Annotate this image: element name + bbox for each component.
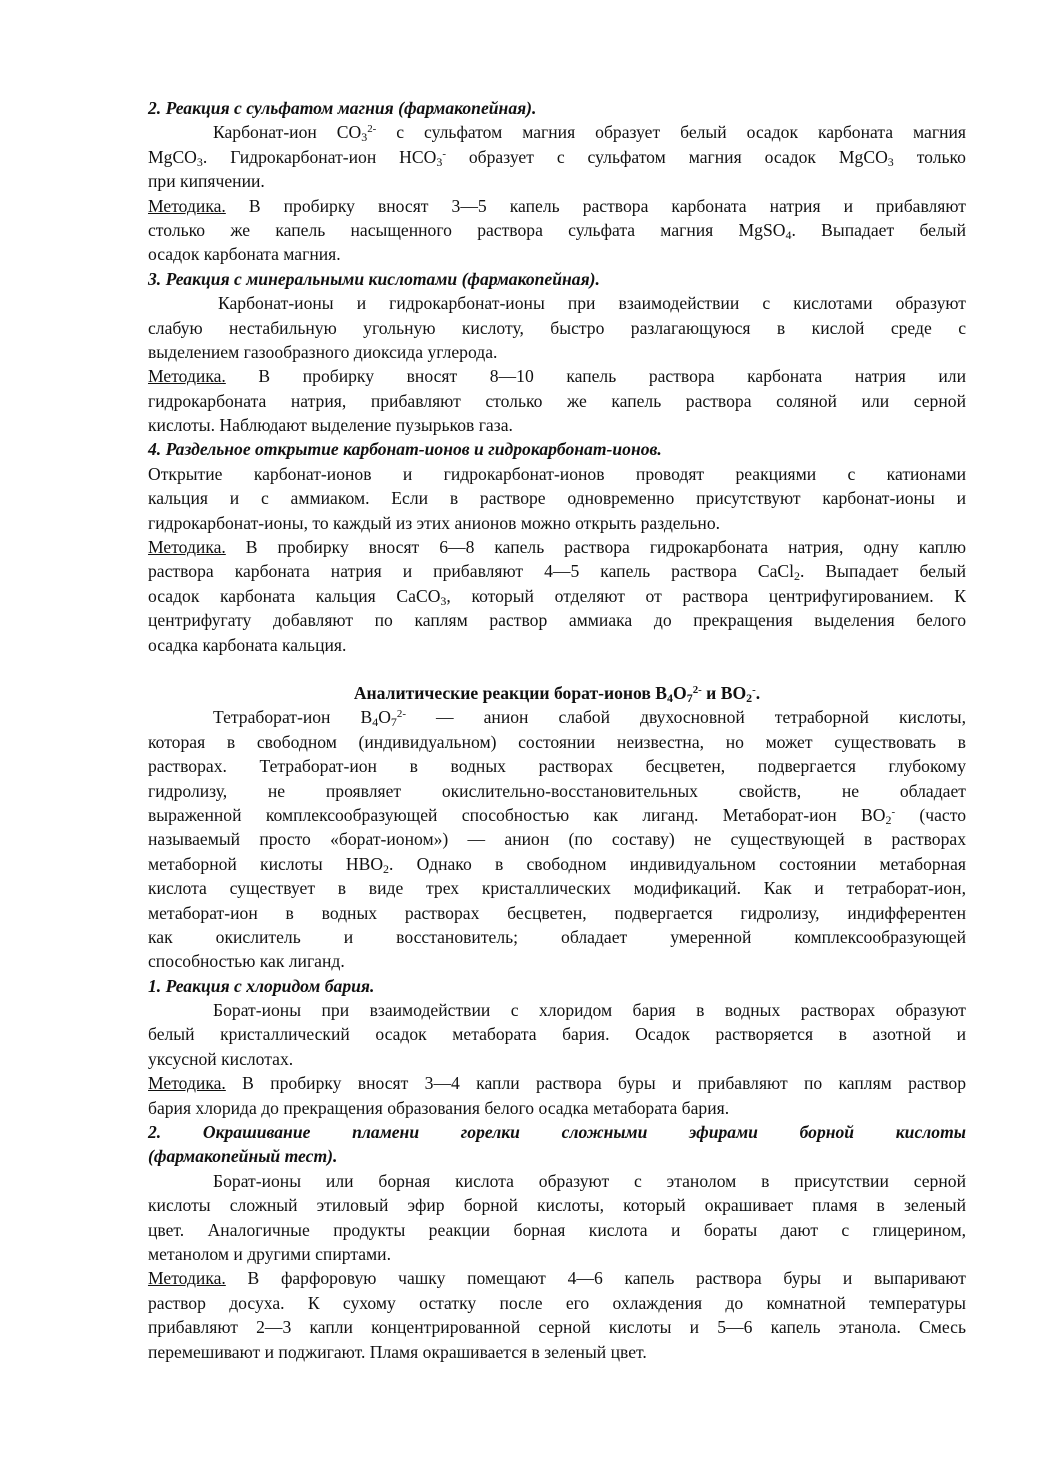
document-page	[148, 96, 966, 1364]
paragraph-line: как окислитель и восстановитель; обладает умеренной комплексообразующей	[148, 926, 966, 947]
method-line: перемешивают и поджигают. Пламя окрашивается в зеленый цвет.	[148, 1341, 647, 1362]
heading-flame-coloring: 2. Окрашивание пламени горелки сложными эфирами борной кислоты	[148, 1122, 966, 1143]
method-line: осадка карбоната кальция.	[148, 634, 347, 655]
method-line: осадок карбоната магния.	[148, 244, 341, 265]
heading-reaction-mineral-acids: 3. Реакция с минеральными кислотами (фармакопейная).	[148, 268, 600, 289]
method-line: бария хлорида до прекращения образования белого осадка метабората бария.	[148, 1097, 730, 1118]
method-line: раствор досуха. К сухому остатку после его охлаждения до комнатной температуры	[148, 1292, 966, 1313]
paragraph-line: уксусной кислотах.	[148, 1048, 294, 1069]
paragraph-line: которая в свободном (индивидуальном) состоянии неизвестна, но может существовать в	[148, 731, 966, 752]
paragraph-line: растворах. Тетраборат-ион в водных растворах бесцветен, подвергается глубокому	[148, 756, 966, 777]
heading-flame-coloring-cont: (фармакопейный тест).	[148, 1146, 338, 1167]
section-title-borate: Аналитические реакции борат-ионов $В_4О_7^{2-}$ и $ВО_2^-$.	[353, 682, 761, 705]
method-label: Методика.	[148, 195, 226, 216]
paragraph-line: Открытие карбонат-ионов и гидрокарбонат-ионов проводят реакциями с катионами	[148, 463, 966, 484]
method-line: Методика. В фарфоровую чашку помещают 4—6 капель раствора буры и выпаривают	[148, 1268, 966, 1289]
paragraph-line: гидрокарбонат-ионы, то каждый из этих анионов можно открыть раздельно.	[148, 512, 721, 533]
paragraph-line: метаборной кислоты $НВО_2$. Однако в свободном индивидуальном состоянии метаборная	[148, 853, 966, 876]
method-label: Методика.	[148, 1268, 226, 1289]
paragraph-line: метанолом и другими спиртами.	[148, 1243, 391, 1264]
paragraph-line: MgCO$_3$. Гидрокарбонат-ион $НСО_3^-$ образует с сульфатом магния осадок MgCO$_3$ только	[148, 146, 966, 169]
paragraph-line: гидролизу, не проявляет окислительно-восстановительных свойств, не обладает	[148, 780, 966, 801]
method-label: Методика.	[148, 537, 226, 558]
paragraph-line: Тетраборат-ион $В_4О_7^{2-}$ — анион слабой двухосновной тетраборной кислоты,	[213, 707, 967, 730]
paragraph-line: Борат-ионы при взаимодействии с хлоридом бария в водных растворах образуют	[213, 1000, 966, 1021]
method-line: Методика. В пробирку вносят 3—5 капель раствора карбоната натрия и прибавляют	[148, 195, 966, 216]
method-line: раствора карбоната натрия и прибавляют 4—5 капель раствора CaCl$_2$. Выпадает белый	[148, 561, 967, 584]
method-line: Методика. В пробирку вносят 6—8 капель раствора гидрокарбоната натрия, одну каплю	[148, 537, 966, 558]
method-label: Методика.	[148, 1073, 226, 1094]
method-line: Методика. В пробирку вносят 3—4 капли раствора буры и прибавляют по каплям раствор	[148, 1073, 966, 1094]
paragraph-line: Карбонат-ион $СО_3^{2-}$ с сульфатом магния образует белый осадок карбоната магния	[213, 122, 967, 145]
paragraph-line: называемый просто «борат-ионом») — анион (по составу) не существующей в растворах	[148, 829, 966, 850]
paragraph-line: при кипячении.	[148, 171, 265, 192]
paragraph-line: кальция и с аммиаком. Если в растворе одновременно присутствуют карбонат-ионы и	[148, 488, 966, 509]
paragraph-line: слабую нестабильную угольную кислоту, быстро разлагающуюся в кислой среде с	[148, 317, 966, 338]
paragraph-line: метаборат-ион в водных растворах бесцветен, подвергается гидролизу, индифферентен	[148, 902, 966, 923]
section-spacer	[148, 657, 966, 681]
method-line: Методика. В пробирку вносят 8—10 капель раствора карбоната натрия или	[148, 366, 966, 387]
method-line: центрифугату добавляют по каплям раствор аммиака до прекращения выделения белого	[148, 610, 966, 631]
heading-separate-detection: 4. Раздельное открытие карбонат-ионов и гидрокарбонат-ионов.	[148, 439, 662, 460]
paragraph-line: выделением газообразного диоксида углерода.	[148, 341, 498, 362]
paragraph-line: цвет. Аналогичные продукты реакции борная кислота и бораты дают с глицерином,	[148, 1219, 966, 1240]
paragraph-line: белый кристаллический осадок метабората бария. Осадок растворяется в азотной и	[148, 1024, 966, 1045]
heading-reaction-barium-chloride: 1. Реакция с хлоридом бария.	[148, 975, 375, 996]
paragraph-line: кислоты сложный этиловый эфир борной кислоты, который окрашивает пламя в зеленый	[148, 1195, 966, 1216]
method-line: кислоты. Наблюдают выделение пузырьков газа.	[148, 415, 513, 436]
paragraph-line: кислота существует в виде трех кристаллических модификаций. Как и тетраборат-ион,	[148, 878, 966, 899]
paragraph-line: Карбонат-ионы и гидрокарбонат-ионы при взаимодействии с кислотами образуют	[218, 293, 966, 314]
method-line: прибавляют 2—3 капли концентрированной серной кислоты и 5—6 капель этанола. Смесь	[148, 1317, 966, 1338]
heading-reaction-magnesium-sulfate: 2. Реакция с сульфатом магния (фармакопейная).	[148, 98, 537, 118]
paragraph-line: Борат-ионы или борная кислота образуют с этанолом в присутствии серной	[213, 1170, 966, 1191]
method-line: осадок карбоната кальция СаСО$_3$, который отделяют от раствора центрифугированием. К	[148, 585, 966, 608]
method-line: гидрокарбоната натрия, прибавляют столько же капель раствора соляной или серной	[148, 390, 966, 411]
paragraph-line: выраженной комплексообразующей способностью как лиганд. Метаборат-ион $ВО_2^-$ (часто	[148, 804, 966, 827]
method-line: столько же капель насыщенного раствора сульфата магния MgSO$_4$. Выпадает белый	[148, 219, 966, 242]
method-label: Методика.	[148, 366, 226, 387]
paragraph-line: способностью как лиганд.	[148, 951, 345, 972]
